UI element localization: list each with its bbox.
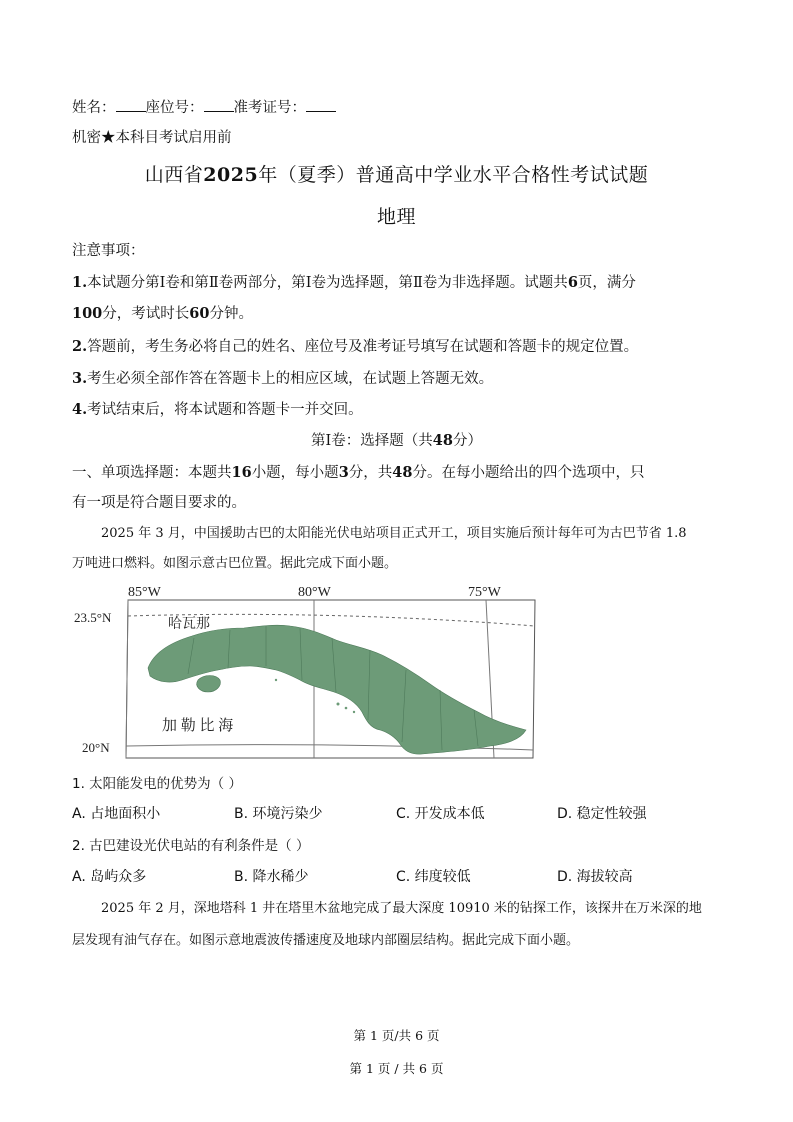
notice-text: 答题前，考生务必将自己的姓名、座位号及准考证号填写在试题和答题卡的规定位置。 bbox=[87, 339, 639, 355]
notice-item-1-cont bbox=[72, 302, 723, 323]
part1-text: 分） bbox=[452, 433, 482, 449]
cay bbox=[337, 703, 340, 706]
notice-minutes: 60 bbox=[189, 305, 210, 322]
notice-text: 分，考试时长 bbox=[102, 306, 190, 322]
part1-score: 48 bbox=[432, 432, 453, 449]
exam-no-label: 准考证号： bbox=[233, 100, 306, 116]
section1-count: 16 bbox=[231, 464, 252, 481]
confidential-note: 机密★本科目考试启用前 bbox=[72, 130, 232, 146]
notice-score: 100 bbox=[72, 305, 103, 322]
q1-option-d[interactable]: D. 稳定性较强 bbox=[557, 806, 647, 822]
name-label: 姓名： bbox=[72, 100, 116, 116]
name-blank[interactable] bbox=[116, 99, 146, 112]
title-year: 2025 bbox=[203, 164, 259, 186]
cay bbox=[345, 707, 348, 710]
lat-label-23n: 23.5°N bbox=[74, 610, 112, 625]
q2-option-a[interactable]: A. 岛屿众多 bbox=[72, 869, 147, 885]
section1-text: 分。在每小题给出的四个选项中，只 bbox=[412, 465, 645, 481]
notice-heading: 注意事项： bbox=[72, 243, 145, 259]
passage1-line2: 万吨进口燃料。如图示意古巴位置。据此完成下面小题。 bbox=[72, 556, 398, 571]
cuba-map bbox=[70, 580, 540, 765]
notice-num: 1. bbox=[72, 274, 88, 291]
notice-text: 本试题分第Ⅰ卷和第Ⅱ卷两部分，第Ⅰ卷为选择题，第Ⅱ卷为非选择题。试题共 bbox=[87, 275, 568, 291]
section1-text: 一、单项选择题：本题共 bbox=[72, 465, 232, 481]
havana-label: 哈瓦那 bbox=[168, 617, 210, 632]
passage2-line2: 层发现有油气存在。如图示意地震波传播速度及地球内部圈层结构。据此完成下面小题。 bbox=[72, 933, 580, 948]
question-1-stem: 1. 太阳能发电的优势为（ ） bbox=[72, 776, 242, 792]
title-pre: 山西省 bbox=[144, 164, 204, 186]
notice-pages: 6 bbox=[567, 274, 578, 291]
passage2-line1: 2025 年 2 月，深地塔科 1 井在塔里木盆地完成了最大深度 10910 米的钻探工作，该探井在万米深的地 bbox=[101, 901, 702, 916]
meridian-85w bbox=[126, 600, 128, 758]
section1-text: 小题，每小题 bbox=[251, 465, 339, 481]
q2-option-d[interactable]: D. 海拔较高 bbox=[557, 869, 633, 885]
section1-instruction bbox=[72, 461, 723, 482]
page-number-inner: 第 1 页/共 6 页 bbox=[353, 1028, 440, 1043]
lon-label-80w: 80°W bbox=[298, 585, 331, 600]
q1-option-a[interactable]: A. 占地面积小 bbox=[72, 806, 161, 822]
cay bbox=[275, 679, 277, 681]
section1-total: 48 bbox=[392, 464, 413, 481]
lon-label-85w: 85°W bbox=[128, 585, 161, 600]
candidate-info-line bbox=[72, 96, 336, 117]
subject-title: 地理 bbox=[376, 206, 416, 228]
cay bbox=[353, 711, 355, 713]
title-post: 年（夏季）普通高中学业水平合格性考试试题 bbox=[258, 164, 649, 186]
notice-num: 2. bbox=[72, 338, 88, 355]
q2-option-c[interactable]: C. 纬度较低 bbox=[396, 869, 471, 885]
lat-label-20n: 20°N bbox=[82, 740, 110, 755]
isla-de-la-juventud bbox=[197, 676, 221, 693]
notice-item-1 bbox=[72, 271, 723, 292]
question-2-stem: 2. 古巴建设光伏电站的有利条件是（ ） bbox=[72, 838, 310, 854]
notice-text: 分钟。 bbox=[209, 306, 253, 322]
section1-text: 分，共 bbox=[348, 465, 393, 481]
notice-text: 考试结束后，将本试题和答题卡一并交回。 bbox=[87, 402, 363, 418]
seat-label: 座位号： bbox=[145, 100, 204, 116]
part1-heading bbox=[0, 429, 793, 450]
notice-item-2 bbox=[72, 335, 723, 356]
exam-no-blank[interactable] bbox=[306, 99, 336, 112]
part1-text: 第Ⅰ卷：选择题（共 bbox=[311, 433, 433, 449]
lon-label-75w: 75°W bbox=[468, 585, 501, 600]
section1-instruction-cont: 有一项是符合题目要求的。 bbox=[72, 495, 246, 511]
notice-text: 页，满分 bbox=[577, 275, 636, 291]
passage1-line1: 2025 年 3 月，中国援助古巴的太阳能光伏电站项目正式开工，项目实施后预计每年可为古巴节省 1.8 bbox=[101, 526, 687, 541]
notice-num: 3. bbox=[72, 370, 88, 387]
q1-option-c[interactable]: C. 开发成本低 bbox=[396, 806, 485, 822]
exam-title bbox=[0, 160, 793, 187]
seat-blank[interactable] bbox=[204, 99, 234, 112]
notice-item-3 bbox=[72, 367, 723, 388]
page-number-footer: 第 1 页 / 共 6 页 bbox=[349, 1061, 444, 1076]
notice-item-4 bbox=[72, 398, 723, 419]
section1-each: 3 bbox=[338, 464, 349, 481]
caribbean-sea-label: 加 勒 比 海 bbox=[162, 718, 234, 734]
q2-option-b[interactable]: B. 降水稀少 bbox=[234, 869, 309, 885]
notice-text: 考生必须全部作答在答题卡上的相应区域，在试题上答题无效。 bbox=[87, 371, 494, 387]
notice-num: 4. bbox=[72, 401, 88, 418]
q1-option-b[interactable]: B. 环境污染少 bbox=[234, 806, 323, 822]
